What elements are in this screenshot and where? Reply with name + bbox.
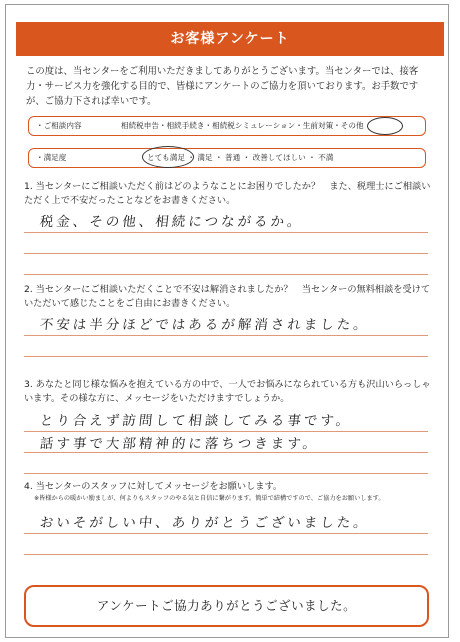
question-4	[24, 480, 434, 504]
selected-satisfaction-circle	[142, 146, 194, 168]
answer-rule	[24, 232, 428, 233]
survey-title: お客様アンケート	[16, 22, 444, 56]
answer-2-line-1: 不安は半分ほどではあるが解消されました。	[38, 317, 371, 333]
question-2: 2. 当センターにご相談いただくことで不安は解消されましたか？ 当センターの無料相談を受けていただいて感じたことをご自由にお書きください。	[24, 284, 431, 309]
selected-consultation-circle	[367, 117, 403, 135]
satisfaction-label: ・満足度	[36, 153, 67, 162]
consultation-options: 相続税申告・相続手続き・相続税シミュレーション・生前対策・その他	[121, 121, 364, 130]
answer-rule	[24, 533, 428, 534]
answer-rule	[24, 554, 428, 555]
answer-rule	[24, 452, 428, 453]
answer-4-line-1: おいそがしい中、ありがとうございました。	[38, 515, 371, 531]
answer-rule	[24, 274, 428, 275]
answer-3-line-2: 話す事で大部精神的に落ちつきます。	[38, 436, 320, 452]
question-3: 3. あなたと同じ様な悩みを抱えている方の中で、一人でお悩みになられている方も沢山いらっしゃいます。その様な方に、メッセージをいただけますでしょうか。	[24, 379, 431, 404]
question-4-note: ※皆様からの暖かい励ましが、何よりもスタッフのやる気と自信に繋がります。簡単で結構ですので、ご協力をお願いします。	[34, 495, 385, 502]
closing-message: アンケートご協力ありがとうございました。	[24, 585, 429, 627]
intro-text: この度は、当センターをご利用いただきましてありがとうございます。当センターでは、接客力・サービス力を強化する目的で、皆様にアンケートのご協力を頂いております。お手数ですが、ご協力下されば幸いです。	[26, 66, 419, 107]
answer-rule	[24, 253, 428, 254]
answer-rule	[24, 335, 428, 336]
satisfaction-box	[28, 148, 426, 168]
answer-rule	[24, 473, 428, 474]
answer-3-line-1: とり合えず訪問して相談してみる事です。	[38, 413, 354, 429]
question-1: 1. 当センターにご相談いただく前はどのようなことにお困りでしたか？ また、税理士にご相談いただく上で不安だったことなどをお書きください。	[24, 181, 431, 206]
answer-1-line-1: 税金、その他、相続につながるか。	[38, 214, 305, 230]
question-4-text: 4. 当センターのスタッフに対してメッセージをお願いします。	[24, 481, 283, 492]
satisfaction-options: とても満足 ・ 満足 ・ 普通 ・ 改善してほしい ・ 不満	[147, 153, 334, 162]
answer-rule	[24, 356, 428, 357]
consultation-label: ・ご相談内容	[36, 121, 82, 130]
